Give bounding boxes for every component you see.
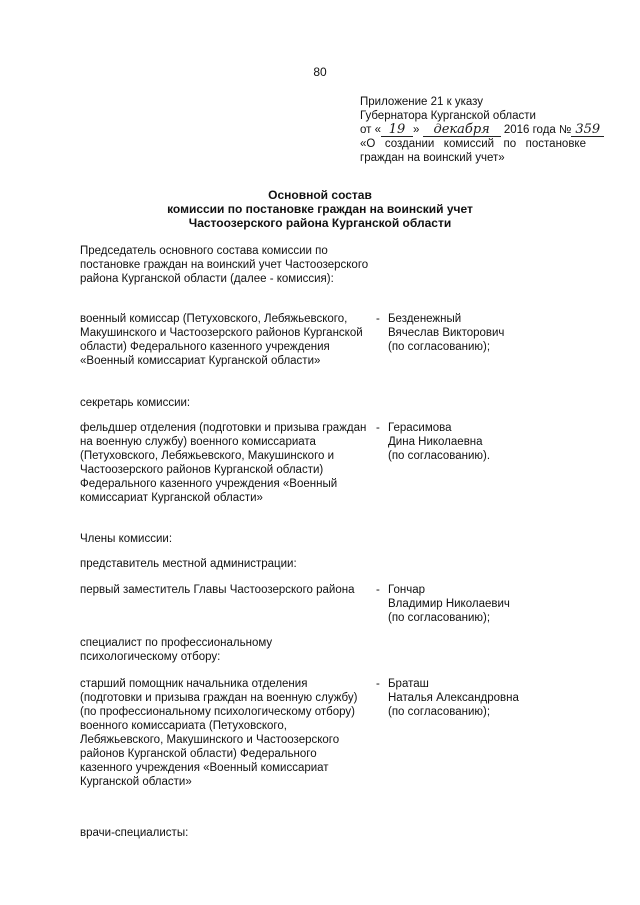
member-note: (по согласованию); (388, 341, 491, 353)
psych-specialist-heading: специалист по профессиональному психологическому отбору: (80, 637, 273, 663)
chairman-intro: Председатель основного состава комиссии по постановке граждан на воинский учет Частоозерского района Курганской области (далее - комиссия): (80, 245, 369, 285)
appendix-line-1: Приложение 21 к указу (360, 96, 484, 108)
member-role: старший помощник начальника отделения (подготовки и призыва граждан на военную службу) (по профессиональному психологическому отбору) военного комиссариата (Петуховского, Лебяжьевского, Макушинского и Частоозерского районов Курганской области) Федерального казенного учреждения «Военный комиссариат Курганской области» (80, 678, 358, 788)
member-note: (по согласованию); (388, 706, 491, 718)
member-surname: Браташ (388, 678, 429, 690)
member-surname: Безденежный (388, 313, 462, 325)
handwritten-month: декабря (423, 123, 501, 137)
member-person (376, 583, 560, 625)
title-line-2: комиссии по постановке граждан на воинский учет (167, 202, 473, 216)
date-mid: » (413, 124, 420, 136)
dash: - (376, 422, 380, 434)
local-admin-heading: представитель местной администрации: (80, 558, 297, 570)
member-given-names: Наталья Александровна (388, 692, 519, 704)
appendix-subject-line-2: граждан на воинский учет» (360, 152, 505, 164)
dash: - (376, 313, 380, 325)
appendix-subject-line-1: «О создании комиссий по постановке (360, 138, 586, 150)
handwritten-number: 359 (571, 123, 604, 137)
secretary-heading: секретарь комиссии: (80, 397, 191, 409)
dash: - (376, 678, 380, 690)
handwritten-day: 19 (381, 123, 413, 137)
member-surname: Герасимова (388, 422, 452, 434)
document-title (0, 188, 640, 230)
member-given-names: Дина Николаевна (388, 436, 483, 448)
member-person (376, 312, 560, 354)
page-number: 80 (313, 65, 327, 79)
appendix-line-2: Губернатора Курганской области (360, 110, 536, 122)
member-surname: Гончар (388, 584, 425, 596)
title-line-3: Частоозерского района Курганской области (188, 216, 452, 230)
date-year: 2016 года № (503, 124, 572, 136)
title-line-1: Основной состав (268, 188, 372, 202)
members-heading: Члены комиссии: (80, 533, 173, 545)
member-given-names: Вячеслав Викторович (388, 327, 505, 339)
doctors-heading: врачи-специалисты: (80, 827, 189, 839)
member-role: фельдшер отделения (подготовки и призыва граждан на военную службу) военного комиссариата (Петуховского, Лебяжьевского, Макушинского и Частоозерского районов Курганской области) Федерального казенного учреждения «Военный комиссариат Курганской области» (80, 422, 367, 504)
member-role: первый заместитель Главы Частоозерского района (80, 584, 355, 596)
appendix-date-line (360, 122, 601, 137)
member-role: военный комиссар (Петуховского, Лебяжьевского, Макушинского и Частоозерского районов Курганской области) Федерального казенного учреждения «Военный комиссариат Курганской области» (80, 313, 363, 367)
date-prefix: от « (360, 124, 382, 136)
member-note: (по согласованию); (388, 612, 491, 624)
dash: - (376, 584, 380, 596)
member-note: (по согласованию). (388, 450, 491, 462)
member-person (376, 421, 560, 463)
appendix-block (360, 95, 601, 165)
member-given-names: Владимир Николаевич (388, 598, 510, 610)
member-person (376, 677, 560, 719)
